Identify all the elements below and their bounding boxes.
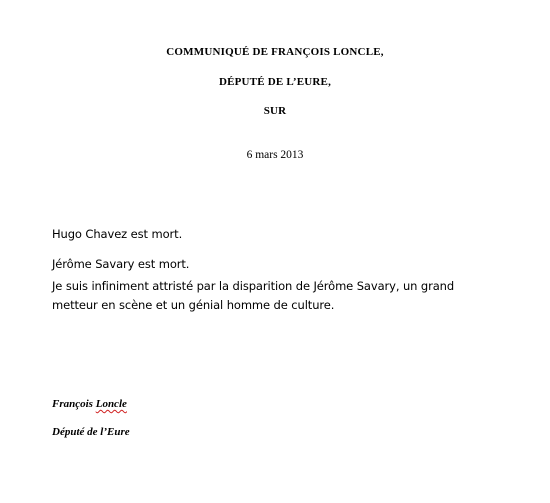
signature-last-name: Loncle bbox=[95, 398, 127, 410]
signature-title: Député de l’Eure bbox=[52, 426, 130, 438]
header-line-2: DÉPUTÉ DE L’EURE, bbox=[218, 76, 332, 88]
header-line-3: SUR bbox=[263, 105, 287, 117]
signature-first-name: François bbox=[52, 398, 93, 410]
paragraph-2: Jérôme Savary est mort. bbox=[52, 257, 190, 271]
paragraph-3: Je suis infiniment attristé par la disparition de Jérôme Savary, un grand metteur en scène et un génial homme de culture. bbox=[52, 279, 455, 312]
communique-date: 6 mars 2013 bbox=[246, 149, 304, 161]
header-line-1: COMMUNIQUÉ DE FRANÇOIS LONCLE, bbox=[166, 46, 384, 58]
paragraph-1: Hugo Chavez est mort. bbox=[52, 227, 183, 241]
signature-name bbox=[52, 398, 127, 410]
